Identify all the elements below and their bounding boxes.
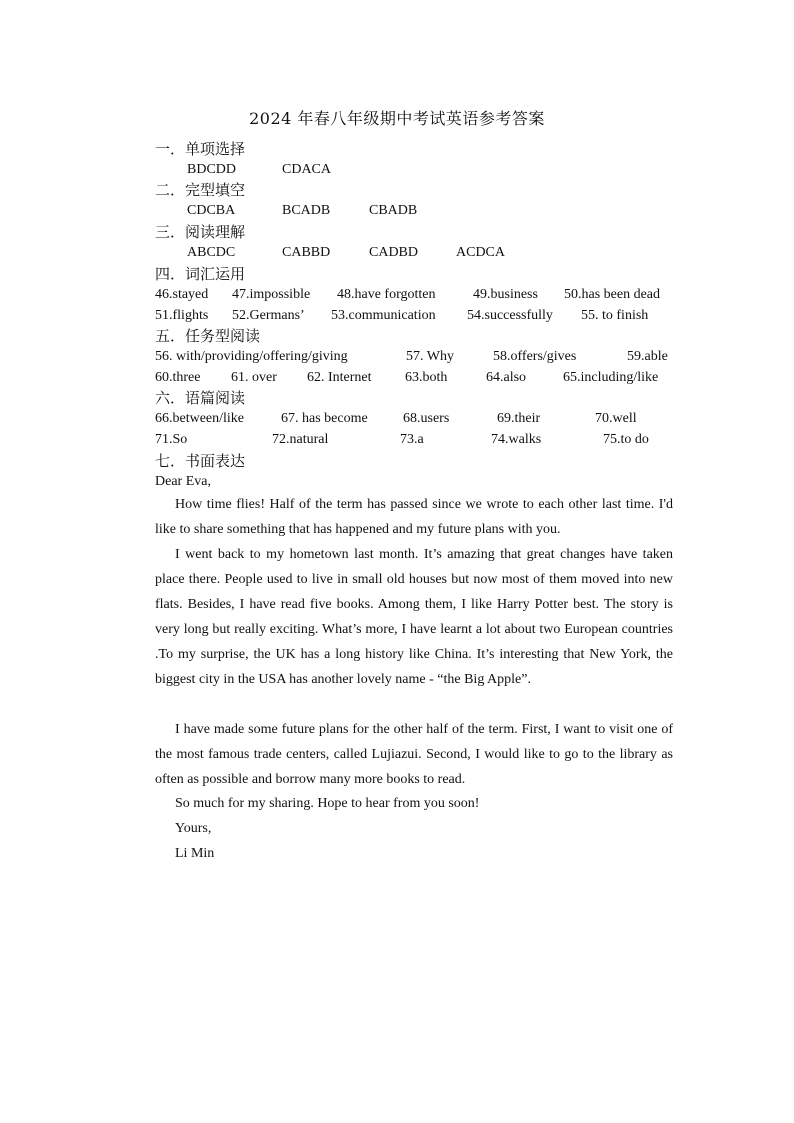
answer-group: BCADB — [282, 203, 331, 218]
answer-item: 70.well — [595, 411, 637, 426]
answer-item: 47.impossible — [232, 287, 311, 302]
answer-item: 60.three — [155, 370, 201, 385]
answer-item: 48.have forgotten — [337, 287, 436, 302]
section-heading-4: 四．词汇运用 — [155, 265, 246, 283]
letter-paragraph-3: I have made some future plans for the other half of the term. First, I want to visit one of the most famous trade centers, called Lujiazui. Second, I would like to go to the library as often as possible and borrow many more books to read. — [155, 722, 673, 787]
answer-group: CBADB — [369, 203, 418, 218]
section-heading-6: 六．语篇阅读 — [155, 389, 246, 407]
answer-item: 73.a — [400, 432, 424, 447]
letter-paragraph-1: How time flies! Half of the term has passed since we wrote to each other last time. I'd like to share something that has happened and my future plans with you. — [155, 497, 673, 537]
answer-item: 46.stayed — [155, 287, 209, 302]
answer-group: CDACA — [282, 162, 332, 177]
letter-closing: Yours, — [175, 821, 212, 836]
letter-paragraph-2: I went back to my hometown last month. It’s amazing that great changes have taken place there. People used to live in small old houses but now most of them moved into new flats. Besides, I have read five books. Among them, I like Harry Potter best. The story is very long but really exciting. What’s more, I have learnt a lot about two European countries .To my surprise, the UK has a long history like China. It’s interesting that New York, the biggest city in the USA has another lovely name - “the Big Apple”. — [155, 547, 673, 687]
answer-item: 59.able — [627, 349, 668, 364]
section-heading-1: 一．单项选择 — [155, 140, 246, 158]
answer-item: 63.both — [405, 370, 448, 385]
letter-signature: Li Min — [175, 846, 215, 861]
answer-group: ACDCA — [456, 245, 506, 260]
section-heading-2: 二．完型填空 — [155, 181, 246, 199]
answer-item: 74.walks — [491, 432, 542, 447]
section-heading-5: 五．任务型阅读 — [155, 327, 261, 345]
answer-item: 66.between/like — [155, 411, 245, 426]
answer-group: CADBD — [369, 245, 419, 260]
answer-item: 52.Germans’ — [232, 308, 305, 323]
answer-item: 65.including/like — [563, 370, 659, 385]
answer-item: 55. to finish — [581, 308, 649, 323]
letter-paragraph-4: So much for my sharing. Hope to hear from you soon! — [175, 796, 480, 811]
answer-item: 68.users — [403, 411, 450, 426]
answer-item: 64.also — [486, 370, 527, 385]
answer-item: 61. over — [231, 370, 277, 385]
section-heading-7: 七．书面表达 — [155, 452, 246, 470]
answer-item: 54.successfully — [467, 308, 553, 323]
answer-item: 56. with/providing/offering/giving — [155, 349, 348, 364]
letter-greeting: Dear Eva, — [155, 474, 211, 489]
answer-item: 51.flights — [155, 308, 209, 323]
answer-group: CDCBA — [187, 203, 236, 218]
answer-item: 57. Why — [406, 349, 454, 364]
answer-group: BDCDD — [187, 162, 237, 177]
answer-item: 72.natural — [272, 432, 329, 447]
answer-item: 50.has been dead — [564, 287, 661, 302]
answer-group: CABBD — [282, 245, 331, 260]
page-title: 2024 年春八年级期中考试英语参考答案 — [249, 109, 545, 128]
answer-item: 53.communication — [331, 308, 436, 323]
answer-group: ABCDC — [187, 245, 236, 260]
answer-item: 58.offers/gives — [493, 349, 577, 364]
section-heading-3: 三．阅读理解 — [155, 223, 246, 241]
answer-item: 62. Internet — [307, 370, 372, 385]
answer-item: 71.So — [155, 432, 188, 447]
answer-item: 49.business — [473, 287, 538, 302]
answer-item: 75.to do — [603, 432, 649, 447]
answer-item: 69.their — [497, 411, 541, 426]
answer-item: 67. has become — [281, 411, 368, 426]
